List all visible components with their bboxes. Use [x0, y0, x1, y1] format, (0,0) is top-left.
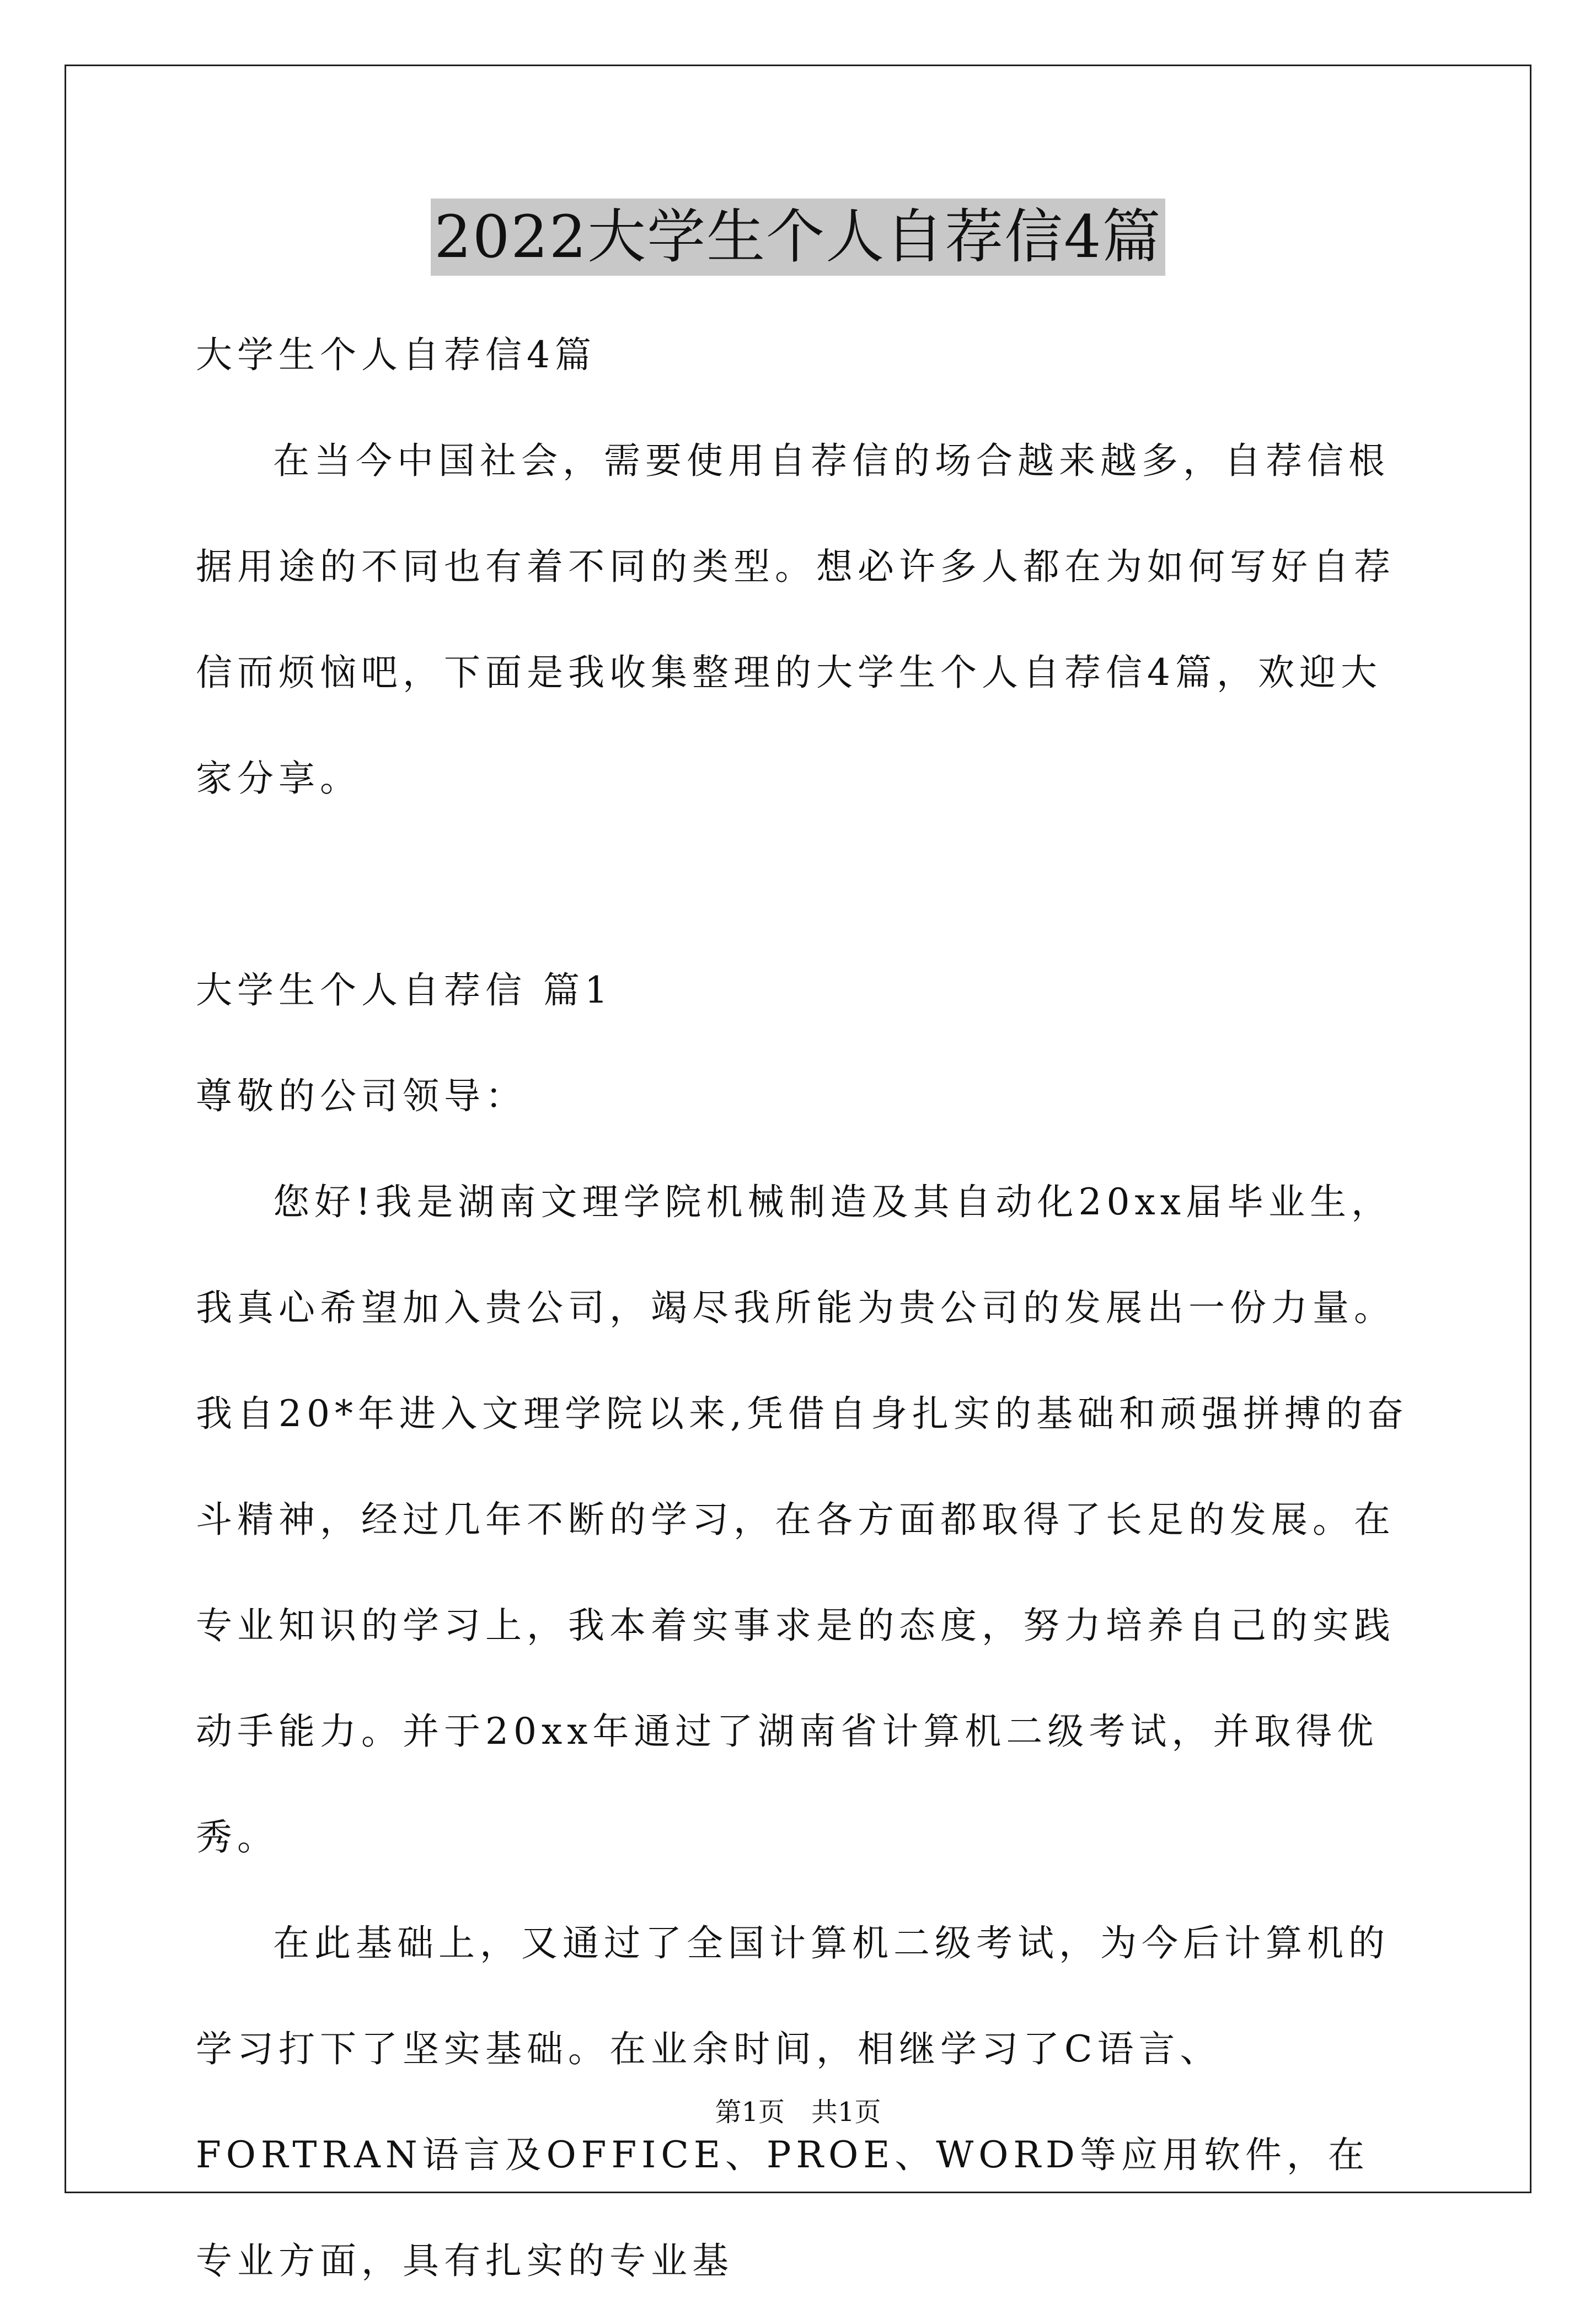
document-title: 2022大学生个人自荐信4篇 — [431, 199, 1165, 276]
page-footer — [0, 2096, 1596, 2129]
page-number-current: 第1页 — [715, 2097, 785, 2128]
body-paragraph-2: 在此基础上，又通过了全国计算机二级考试，为今后计算机的学习打下了坚实基础。在业余时间，相继学习了C语言、FORTRAN语言及OFFICE、PROE、WORD等应用软件，在专业方面，具有扎实的专业基 — [196, 1922, 1390, 2282]
body-paragraph-1: 您好!我是湖南文理学院机械制造及其自动化20xx届毕业生，我真心希望加入贵公司，竭尽我所能为贵公司的发展出一份力量。 我自20*年进入文理学院以来,凭借自身扎实的基础和顽强拼搏的奋斗精神，经过几年不断的学习，在各方面都取得了长足的发展。在专业知识的学习上，我本着实事求是的态度，努力培养自己的实践动手能力。并于20xx年通过了湖南省计算机二级考试，并取得优秀。 — [196, 1181, 1408, 1858]
document-subtitle: 大学生个人自荐信4篇 — [196, 334, 596, 376]
page-number-total: 共1页 — [811, 2097, 881, 2128]
salutation: 尊敬的公司领导： — [196, 1075, 527, 1117]
document-body — [196, 302, 1409, 2314]
intro-paragraph: 在当今中国社会，需要使用自荐信的场合越来越多，自荐信根据用途的不同也有着不同的类型。想必许多人都在为如何写好自荐信而烦恼吧，下面是我收集整理的大学生个人自荐信4篇，欢迎大家分享。 — [196, 440, 1395, 800]
section-heading: 大学生个人自荐信 篇1 — [196, 969, 613, 1011]
title-container — [0, 199, 1596, 276]
